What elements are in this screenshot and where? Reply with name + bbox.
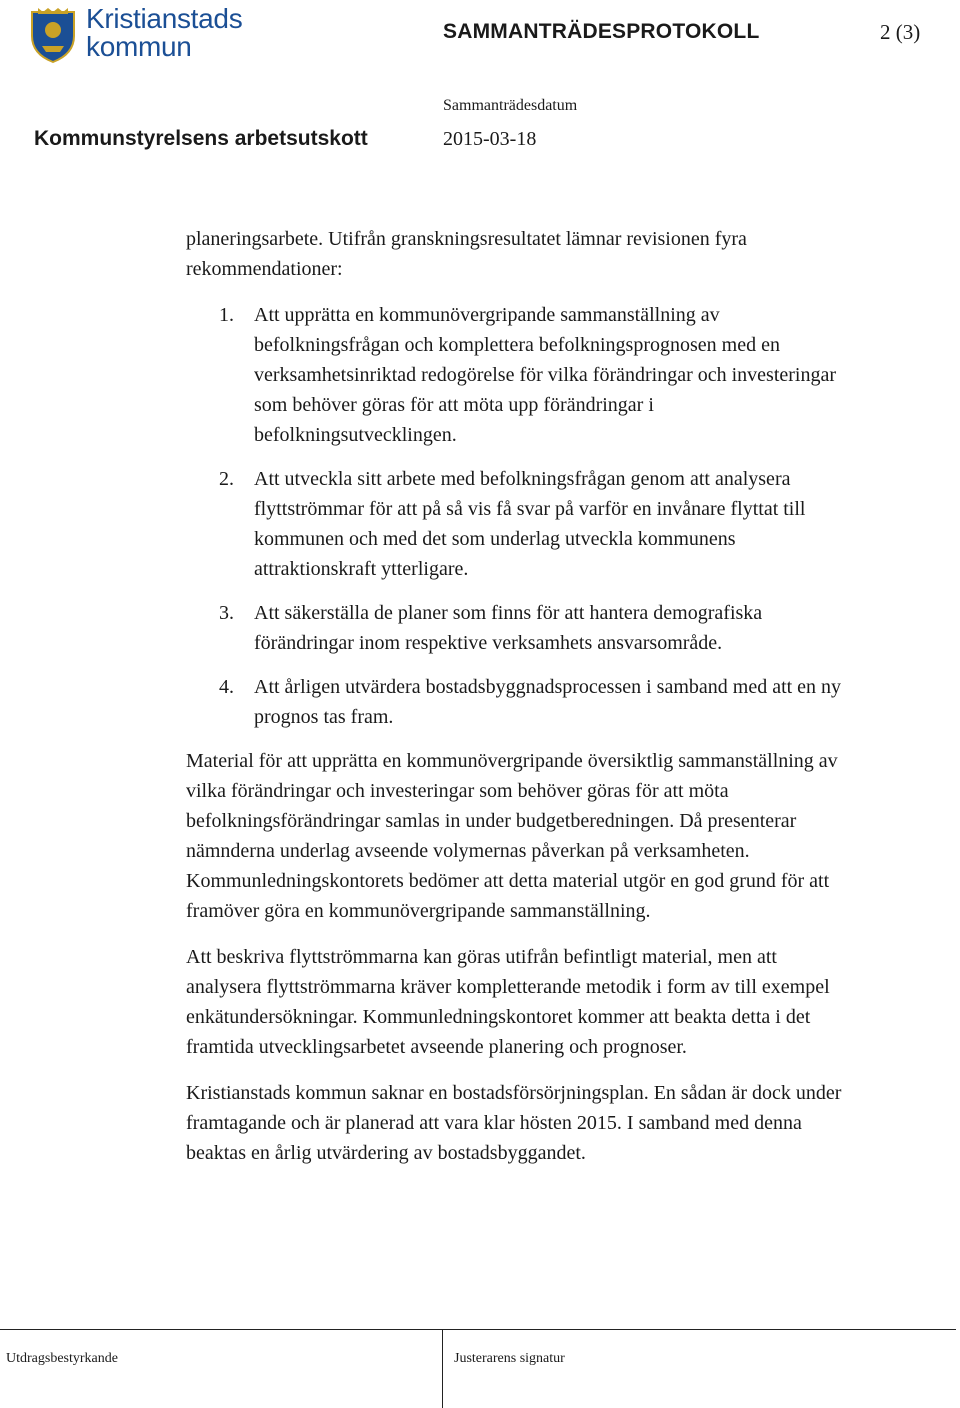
recommendation-text: Att utveckla sitt arbete med befolkningsfrågan genom att analysera flyttströmmar för att på så vis få svar på varför en invånare flyttat till kommunen och med det som underlag utveckla kommunens attraktionskraft ytterligare. bbox=[254, 468, 806, 580]
coat-of-arms-icon bbox=[28, 6, 78, 64]
recommendation-item bbox=[186, 672, 846, 732]
recommendation-text: Att säkerställa de planer som finns för att hantera demografiska förändringar inom respektive verksamhets ansvarsområde. bbox=[254, 602, 763, 654]
recommendation-number: 2. bbox=[219, 468, 234, 490]
logo-line-1: Kristianstads bbox=[86, 3, 243, 34]
footer-certification-label: Utdragsbestyrkande bbox=[6, 1351, 118, 1366]
recommendation-number: 1. bbox=[219, 304, 234, 326]
recommendation-number: 4. bbox=[219, 676, 234, 698]
recommendation-item bbox=[186, 598, 846, 658]
footer-divider bbox=[442, 1329, 443, 1408]
document-title: SAMMANTRÄDESPROTOKOLL bbox=[443, 20, 760, 43]
recommendation-text: Att upprätta en kommunövergripande sammanställning av befolkningsfrågan och komplettera befolkningsprognosen med en verksamhetsinriktad redogörelse för vilka förändringar och investeringar som behöver göras för att möta upp förändringar i befolkningsutvecklingen. bbox=[254, 304, 837, 446]
recommendation-item bbox=[186, 464, 846, 584]
intro-paragraph: planeringsarbete. Utifrån granskningsresultatet lämnar revisionen fyra rekommendationer: bbox=[186, 228, 747, 280]
committee-name: Kommunstyrelsens arbetsutskott bbox=[34, 127, 368, 150]
body-paragraph: Kristianstads kommun saknar en bostadsförsörjningsplan. En sådan är dock under framtagande och är planerad att vara klar hösten 2015. I samband med denna beaktas en årlig utvärdering av bostadsbyggandet. bbox=[186, 1082, 842, 1164]
logo-wordmark bbox=[86, 4, 242, 62]
meeting-date-value: 2015-03-18 bbox=[443, 128, 537, 150]
meeting-date-label: Sammanträdesdatum bbox=[443, 97, 578, 114]
footer-signature-label: Justerarens signatur bbox=[454, 1351, 565, 1366]
footer-rule bbox=[0, 1329, 956, 1330]
document-body bbox=[186, 224, 846, 1168]
page-number: 2 (3) bbox=[880, 20, 921, 44]
body-paragraph: Att beskriva flyttströmmarna kan göras utifrån befintligt material, men att analysera flyttströmmarna kräver kompletterande metodik i form av till exempel enkätundersökningar. Kommunledningskontoret kommer att beakta detta i det framtida utvecklingsarbetet avseende planering och prognoser. bbox=[186, 946, 830, 1058]
logo-line-2: kommun bbox=[86, 31, 192, 62]
body-paragraph: Material för att upprätta en kommunövergripande översiktlig sammanställning av vilka förändringar och investeringar som behöver göras för att möta befolkningsförändringar samlas in under budgetberedningen. Då presenterar nämnderna underlag avseende volymernas påverkan på verksamheten. Kommunledningskontorets bedömer att detta material utgör en god grund för att framöver göra en kommunövergripande sammanställning. bbox=[186, 750, 838, 922]
recommendation-text: Att årligen utvärdera bostadsbyggnadsprocessen i samband med att en ny prognos tas fram. bbox=[254, 676, 842, 728]
recommendation-item bbox=[186, 300, 846, 450]
municipality-logo bbox=[28, 3, 243, 68]
recommendation-number: 3. bbox=[219, 602, 234, 624]
